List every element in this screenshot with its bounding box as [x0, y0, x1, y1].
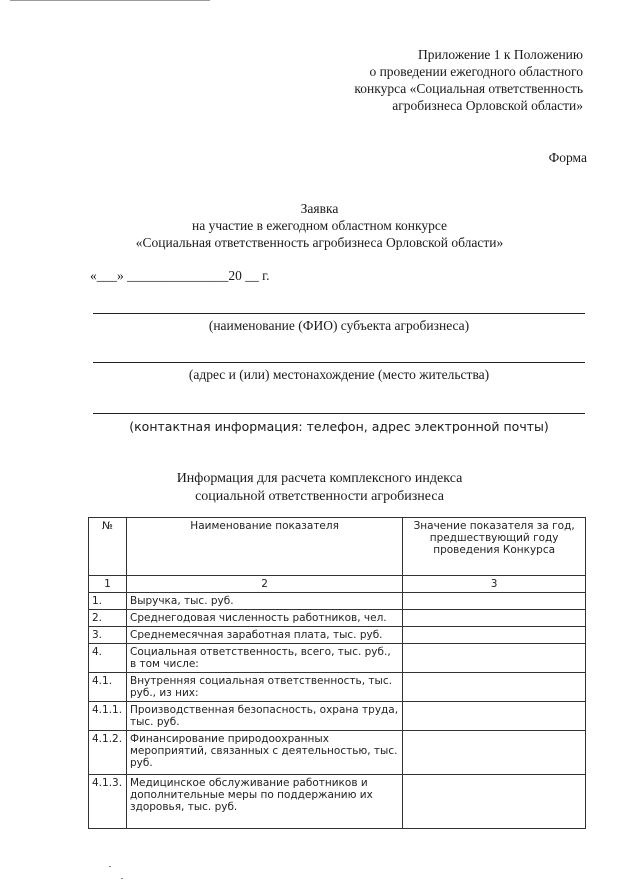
- table-row: [89, 610, 586, 627]
- row-indicator: Выручка, тыс. руб.: [126, 593, 402, 610]
- section-title-line: социальной ответственности агробизнеса: [195, 489, 444, 504]
- scan-speck: [109, 866, 111, 867]
- title-line: Заявка: [300, 201, 339, 216]
- address-fill-line[interactable]: [93, 362, 585, 363]
- row-number: 4.1.2.: [89, 731, 127, 775]
- row-number: 2.: [89, 610, 127, 627]
- document-title: [0, 200, 639, 251]
- row-indicator: Среднегодовая численность работников, чел.: [126, 610, 402, 627]
- table-row: [89, 627, 586, 644]
- row-number: 4.1.1.: [89, 702, 127, 731]
- row-value-cell[interactable]: [403, 644, 586, 673]
- row-value-cell[interactable]: [403, 593, 586, 610]
- header-number: №: [89, 518, 127, 576]
- indicators-table: [88, 517, 586, 829]
- contact-caption: (контактная информация: телефон, адрес электронной почты): [129, 419, 549, 434]
- row-value-cell[interactable]: [403, 627, 586, 644]
- row-number: 3.: [89, 627, 127, 644]
- row-indicator: Производственная безопасность, охрана труда, тыс. руб.: [126, 702, 402, 731]
- name-caption: (наименование (ФИО) субъекта агробизнеса): [208, 318, 470, 333]
- header-value: Значение показателя за год, предшествующий году проведения Конкурса: [403, 518, 586, 576]
- column-number-row: [89, 576, 586, 593]
- row-indicator: Социальная ответственность, всего, тыс. руб., в том числе:: [126, 644, 402, 673]
- row-indicator: Внутренняя социальная ответственность, тыс. руб., из них:: [126, 673, 402, 702]
- row-indicator: Медицинское обслуживание работников и дополнительные меры по поддержанию их здоровья, тыс. руб.: [126, 775, 402, 829]
- row-indicator: Финансирование природоохранных мероприятий, связанных с деятельностью, тыс. руб.: [126, 731, 402, 775]
- row-number: 1.: [89, 593, 127, 610]
- date-field[interactable]: «___» _______________20 __ г.: [90, 268, 270, 283]
- appendix-line: конкурса «Социальная ответственность: [354, 81, 583, 96]
- row-indicator: Среднемесячная заработная плата, тыс. руб.: [126, 627, 402, 644]
- contact-fill-line[interactable]: [93, 413, 585, 414]
- appendix-line: агробизнеса Орловской области»: [392, 98, 583, 113]
- title-line: «Социальная ответственность агробизнеса Орловской области»: [135, 235, 504, 250]
- column-number: 2: [126, 576, 402, 593]
- section-title-line: Информация для расчета комплексного индекса: [176, 471, 463, 486]
- row-value-cell[interactable]: [403, 731, 586, 775]
- address-caption: (адрес и (или) местонахождение (место жительства): [188, 367, 490, 382]
- appendix-line: о проведении ежегодного областного: [369, 64, 583, 79]
- table-row: [89, 731, 586, 775]
- table-row: [89, 673, 586, 702]
- row-value-cell[interactable]: [403, 775, 586, 829]
- column-number: 3: [403, 576, 586, 593]
- row-value-cell[interactable]: [403, 610, 586, 627]
- table-row: [89, 702, 586, 731]
- row-number: 4.: [89, 644, 127, 673]
- form-label: Форма: [548, 150, 587, 165]
- table-header-row: [89, 518, 586, 576]
- table-row: [89, 644, 586, 673]
- table-row: [89, 593, 586, 610]
- title-line: на участие в ежегодном областном конкурсе: [192, 218, 447, 233]
- header-indicator: Наименование показателя: [126, 518, 402, 576]
- row-number: 4.1.3.: [89, 775, 127, 829]
- row-value-cell[interactable]: [403, 673, 586, 702]
- appendix-note: [354, 46, 583, 114]
- name-fill-line[interactable]: [93, 313, 585, 314]
- section-title: [0, 470, 639, 506]
- table-row: [89, 775, 586, 829]
- row-number: 4.1.: [89, 673, 127, 702]
- column-number: 1: [89, 576, 127, 593]
- row-value-cell[interactable]: [403, 702, 586, 731]
- scan-speck: [121, 878, 123, 879]
- top-rule: [10, 0, 210, 1]
- appendix-line: Приложение 1 к Положению: [417, 47, 583, 62]
